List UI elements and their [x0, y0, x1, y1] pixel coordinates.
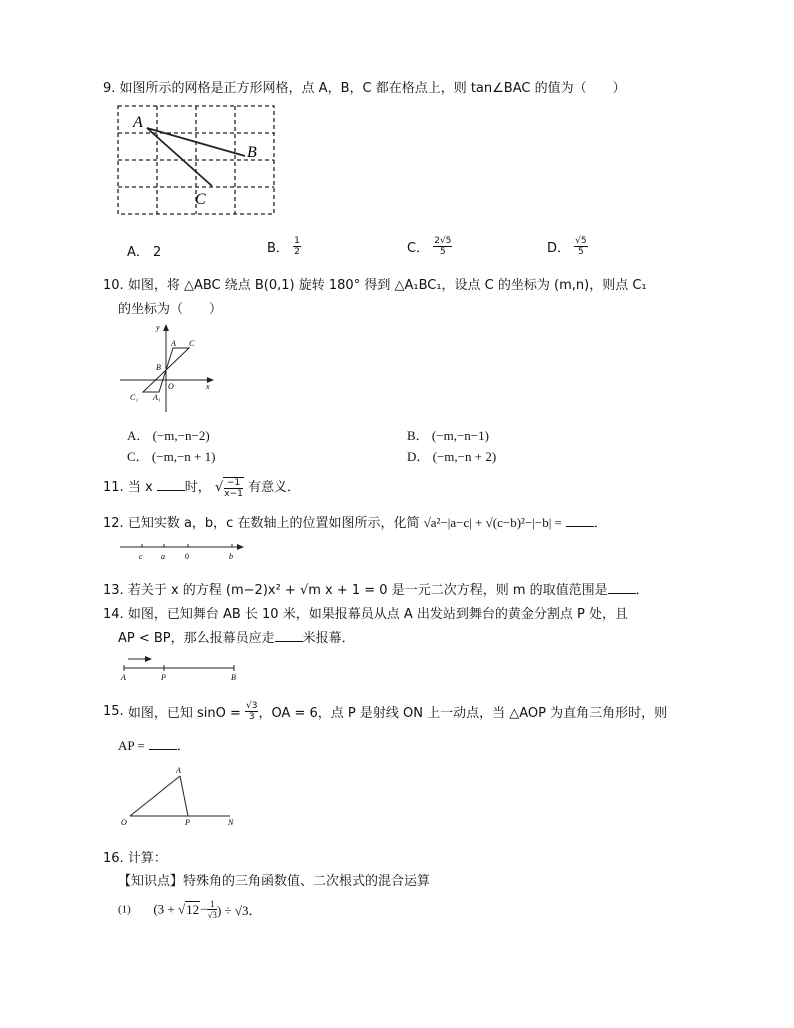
q9-stem — [103, 77, 626, 96]
svg-text:c: c — [139, 552, 143, 561]
q9-option-c: C． $\frac{2√5}{5}$ — [407, 236, 452, 257]
q10-line2: 的坐标为（ ） — [118, 302, 223, 317]
q9-grid-figure — [117, 103, 277, 217]
svg-text:O: O — [121, 818, 127, 827]
q15-line2: AP = ． — [118, 738, 190, 754]
q15-line1: 15. 如图，已知 sinO = $\frac{√3}{3}$ ，OA = 6，点 P 是射线 ON 上一动点，当 △AOP 为直角三角形时，则 — [103, 701, 668, 722]
svg-text:P: P — [185, 818, 190, 827]
q11: 11. 当 x 时， √ $\frac{-1}{x-1}$ 有意义． — [103, 477, 300, 499]
svg-text:x: x — [206, 382, 210, 391]
q12-blank — [566, 514, 594, 527]
q10-triangle-a1bc1 — [143, 370, 166, 392]
q9-label-a: A — [133, 114, 143, 131]
q9-label-b: B — [247, 144, 257, 161]
q14-line2: AP < BP，那么报幕员应走 米报幕． — [118, 631, 355, 646]
q16-knowledge: 【知识点】特殊角的三角函数值、二次根式的混合运算 — [118, 874, 431, 889]
q13: 13. 若关于 x 的方程 (m−2)x² + √m x + 1 = 0 是一元二次方程，则 m 的取值范围是 ． — [103, 583, 649, 598]
q12-number-line — [118, 540, 248, 562]
svg-text:P: P — [161, 673, 166, 682]
svg-text:B: B — [156, 363, 161, 372]
q10-triangle-abc — [166, 348, 189, 370]
q14-blank — [275, 629, 303, 642]
q10-option-d: D． (−m,−n + 2) — [407, 449, 497, 464]
svg-text:b: b — [229, 552, 233, 561]
svg-text:0: 0 — [185, 552, 189, 561]
q14-line1: 14. 如图，已知舞台 AB 长 10 米，如果报幕员从点 A 出发站到舞台的黄金分割点 P 处，且 — [103, 607, 628, 622]
svg-text:a: a — [161, 552, 165, 561]
svg-text:C₁: C₁ — [130, 393, 139, 402]
q10-option-b: B． (−m,−n−1) — [407, 428, 489, 443]
svg-text:A₁: A₁ — [153, 393, 161, 402]
q10-coordinate-figure — [118, 318, 222, 414]
q15-triangle-figure — [118, 762, 248, 830]
svg-text:B: B — [231, 673, 236, 682]
q9-label-c: C — [195, 191, 206, 208]
q9-option-d: D． $\frac{√5}{5}$ — [547, 236, 587, 257]
q10-line1: 10. 如图，将 △ABC 绕点 B(0,1) 旋转 180° 得到 △A₁BC₁，设点 C 的坐标为 (m,n)，则点 C₁ — [103, 278, 647, 293]
svg-text:A: A — [171, 339, 176, 348]
q9-option-b: B． $\frac{1}{2}$ — [267, 236, 300, 257]
q16-title: 16. 计算： — [103, 851, 167, 866]
q16-sub1: (1) (3 + √12− $\frac{1}{√3}$ ) ÷ √3． — [118, 899, 262, 920]
svg-text:A: A — [176, 766, 181, 775]
q14-stage-figure — [118, 652, 244, 682]
q9-option-a: A． 2 — [127, 245, 162, 260]
q15-blank — [149, 737, 177, 750]
svg-text:y: y — [156, 323, 160, 332]
svg-text:A: A — [121, 673, 126, 682]
q12: 12. 已知实数 a，b，c 在数轴上的位置如图所示，化简 √a²−|a−c| + √(c−b)²−|−b| = ． — [103, 515, 608, 531]
svg-text:O: O — [168, 382, 174, 391]
q11-blank — [157, 478, 185, 491]
q10-option-a: A． (−m,−n−2) — [127, 428, 210, 443]
svg-text:N: N — [228, 818, 234, 827]
q9-number: 9. — [103, 81, 116, 96]
q10-option-c: C． (−m,−n + 1) — [127, 449, 216, 464]
svg-text:C: C — [189, 339, 195, 348]
q13-blank — [608, 581, 636, 594]
q9-text: 如图所示的网格是正方形网格，点 A，B，C 都在格点上，则 tan∠BAC 的值为（ ） — [119, 81, 626, 96]
